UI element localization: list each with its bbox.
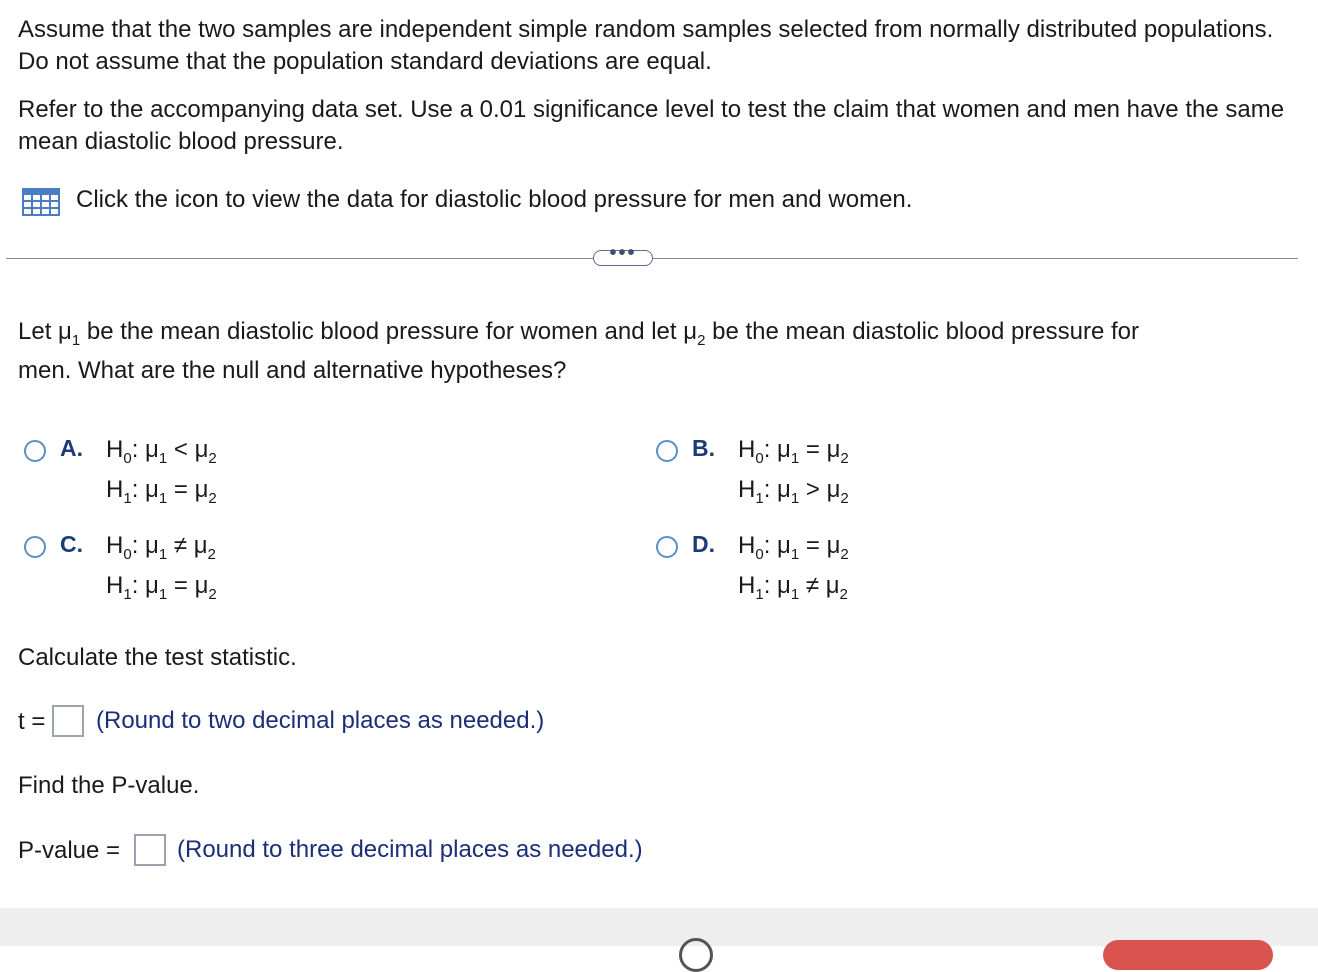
question-line-2: men. What are the null and alternative hypotheses? xyxy=(18,357,567,384)
t-round-hint: (Round to two decimal places as needed.) xyxy=(96,707,545,734)
option-a-letter: A. xyxy=(60,435,83,461)
option-c-radio[interactable] xyxy=(24,536,46,558)
intro-text: Assume that the two samples are independent simple random samples selected from normally distributed populations. Do not assume that the population standard deviations are equal. xyxy=(18,16,1274,75)
option-a-radio[interactable] xyxy=(24,440,46,462)
option-d-letter: D. xyxy=(692,531,715,557)
data-table-icon[interactable] xyxy=(22,188,60,216)
mu2-symbol: $\mu_2$ xyxy=(683,318,706,349)
option-c-letter: C. xyxy=(60,531,83,557)
option-b-h0: $H_0$: $\mu_1 = \mu_2$ xyxy=(738,436,849,467)
question-line-1: Let $\mu_1$ be the mean diastolic blood pressure for women and let $\mu_2$ be the mean diastolic blood pressure for xyxy=(18,318,1140,349)
data-link-text[interactable]: Click the icon to view the data for diastolic blood pressure for men and women. xyxy=(76,186,913,213)
option-b-radio[interactable] xyxy=(656,440,678,462)
t-answer-box[interactable] xyxy=(52,705,84,737)
option-c-h0: $H_0$: $\mu_1 \ne \mu_2$ xyxy=(106,532,216,563)
instruction-text: Refer to the accompanying data set. Use a 0.01 significance level to test the claim that women and men have the same mean diastolic blood pressure. xyxy=(18,96,1285,155)
option-b-h1: $H_1$: $\mu_1 > \mu_2$ xyxy=(738,476,849,507)
option-d-radio[interactable] xyxy=(656,536,678,558)
pvalue-answer-box[interactable] xyxy=(134,834,166,866)
t-label: t = xyxy=(18,708,46,735)
ellipsis-icon: ••• xyxy=(609,242,637,264)
pvalue-label: P-value = xyxy=(18,837,121,864)
help-circle-icon[interactable] xyxy=(679,938,713,972)
pvalue-prompt: Find the P-value. xyxy=(18,772,200,799)
option-d-h0: $H_0$: $\mu_1 = \mu_2$ xyxy=(738,532,849,563)
option-c-h1: $H_1$: $\mu_1 = \mu_2$ xyxy=(106,572,217,603)
more-button[interactable] xyxy=(593,242,653,266)
option-a-h1: $H_1$: $\mu_1 = \mu_2$ xyxy=(106,476,217,507)
option-a-h0: $H_0$: $\mu_1 < \mu_2$ xyxy=(106,436,217,467)
mu1-symbol: $\mu_1$ xyxy=(58,318,81,349)
pvalue-round-hint: (Round to three decimal places as needed.) xyxy=(177,836,643,863)
option-d-h1: $H_1$: $\mu_1 \ne \mu_2$ xyxy=(738,572,848,603)
option-b-letter: B. xyxy=(692,435,715,461)
check-answer-button[interactable] xyxy=(1103,940,1273,970)
test-stat-prompt: Calculate the test statistic. xyxy=(18,644,297,671)
